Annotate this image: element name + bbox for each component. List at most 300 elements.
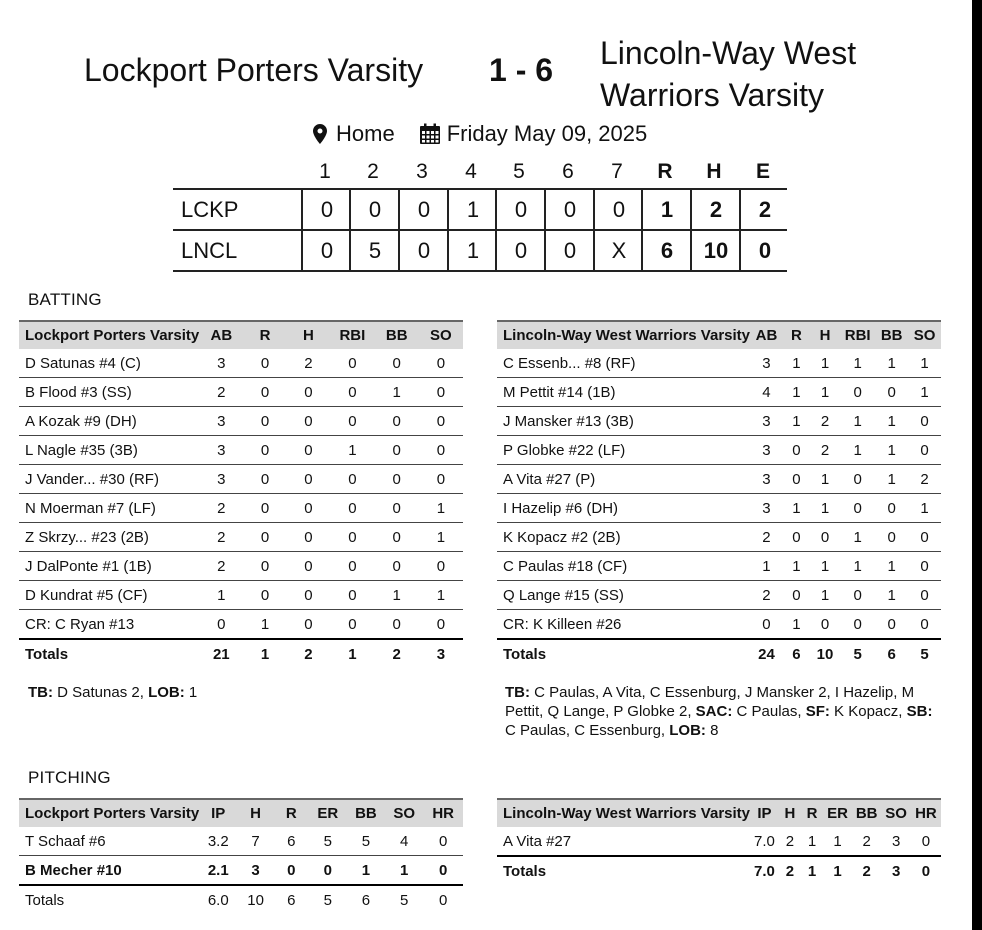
stat-value: 2.1 xyxy=(199,856,237,886)
map-pin-icon xyxy=(312,123,332,145)
player-row xyxy=(19,827,463,856)
stat-value: 1 xyxy=(840,552,875,581)
line-score-total: 2 xyxy=(739,190,789,229)
line-score xyxy=(173,160,787,263)
stat-value: 0 xyxy=(908,523,941,552)
stat-value: 6 xyxy=(287,832,296,850)
stat-column-header: IP xyxy=(750,799,779,827)
away-pitching-table xyxy=(497,798,941,885)
stat-value: 0 xyxy=(375,407,419,436)
stat-value: 0 xyxy=(243,581,286,610)
totals-value: 10 xyxy=(237,885,274,914)
line-score-col-header: H xyxy=(706,160,722,183)
totals-value: 2 xyxy=(779,856,801,885)
stat-value: 0 xyxy=(875,610,908,640)
stat-value: 0 xyxy=(287,378,330,407)
stat-value: 2 xyxy=(750,523,783,552)
stat-value: 0 xyxy=(438,832,448,850)
totals-value: 1 xyxy=(243,639,286,668)
pitching-section-title: PITCHING xyxy=(28,768,111,787)
stat-value: 2 xyxy=(862,832,871,850)
note-label: SAC: xyxy=(695,703,733,720)
line-score-row xyxy=(173,190,787,229)
stat-value: 1 xyxy=(807,832,817,850)
game-location: Home xyxy=(336,121,395,146)
line-score-total: 10 xyxy=(690,231,740,270)
stat-value: 3.2 xyxy=(207,832,229,850)
stat-column-header: IP xyxy=(199,799,237,827)
stat-value: 7 xyxy=(251,832,260,850)
note-text: C Paulas, C Essenburg, xyxy=(505,722,670,739)
line-score-total: 1 xyxy=(641,190,691,229)
home-team-name: Lockport Porters Varsity xyxy=(84,52,424,88)
totals-value: 24 xyxy=(750,639,783,668)
stat-value: 0 xyxy=(348,354,357,372)
line-score-total: 0 xyxy=(739,231,789,270)
stat-value: 0 xyxy=(423,856,463,886)
note-label: SF: xyxy=(805,703,830,720)
player-name: J Mansker #13 (3B) xyxy=(497,407,750,436)
stat-value: 0 xyxy=(287,407,330,436)
stat-value: 3 xyxy=(750,436,783,465)
home-batting-notes xyxy=(28,683,458,702)
table-team-header: Lincoln-Way West Warriors Varsity xyxy=(497,321,750,349)
stat-value: 1 xyxy=(833,832,842,850)
stat-column-header: HR xyxy=(911,799,941,827)
stat-value: 0 xyxy=(243,523,286,552)
stat-value: 1 xyxy=(875,436,908,465)
line-score-inning: 0 xyxy=(544,231,594,270)
stat-column-header: RBI xyxy=(330,321,374,349)
note-label: SB: xyxy=(906,703,933,720)
player-row xyxy=(19,378,463,407)
player-name: A Vita #27 xyxy=(503,832,572,850)
stat-value: 0 xyxy=(309,856,347,886)
stat-value: 0 xyxy=(908,436,941,465)
player-name: B Flood #3 (SS) xyxy=(19,378,199,407)
player-name: D Satunas #4 (C) xyxy=(25,354,141,372)
game-date: Friday May 09, 2025 xyxy=(446,121,648,146)
away-batting-notes xyxy=(505,683,935,740)
totals-value: 6 xyxy=(274,885,309,914)
stat-value: 1 xyxy=(419,523,463,552)
player-row xyxy=(19,494,463,523)
stat-value: 3 xyxy=(199,465,243,494)
stat-value: 0 xyxy=(330,552,374,581)
stat-column-header: BB xyxy=(375,321,419,349)
stat-value: 0 xyxy=(375,523,419,552)
stat-value: 1 xyxy=(840,407,875,436)
totals-value: 3 xyxy=(881,856,910,885)
player-name: I Hazelip #6 (DH) xyxy=(497,494,750,523)
line-score-header xyxy=(173,160,787,188)
line-score-col-header: 6 xyxy=(562,160,574,183)
line-score-total: 6 xyxy=(641,231,691,270)
player-row xyxy=(497,465,941,494)
table-team-header: Lockport Porters Varsity xyxy=(19,321,199,349)
stat-value: 1 xyxy=(840,436,875,465)
stat-value: 1 xyxy=(783,552,810,581)
line-score-col-header: E xyxy=(755,160,770,183)
note-text: D Satunas 2, xyxy=(53,684,149,701)
totals-value: 7.0 xyxy=(750,856,779,885)
player-name: L Nagle #35 (3B) xyxy=(19,436,199,465)
line-score-inning: 0 xyxy=(301,190,351,229)
stat-value: 2 xyxy=(810,436,840,465)
stat-value: 0 xyxy=(810,523,840,552)
player-name: A Vita #27 (P) xyxy=(497,465,750,494)
window-edge xyxy=(972,0,982,930)
player-row xyxy=(497,523,941,552)
line-score-grid xyxy=(173,188,787,272)
stat-value: 1 xyxy=(750,552,783,581)
stat-value: 1 xyxy=(385,856,423,886)
stat-value: 2 xyxy=(199,378,243,407)
totals-value: 5 xyxy=(309,885,347,914)
player-row xyxy=(497,378,941,407)
totals-row xyxy=(497,856,941,885)
stat-value: 3 xyxy=(891,832,901,850)
line-score-inning: 1 xyxy=(447,190,497,229)
line-score-col-header: 5 xyxy=(513,160,525,183)
line-score-inning: 0 xyxy=(301,231,351,270)
away-batting-table xyxy=(497,320,941,668)
stat-value: 0 xyxy=(840,378,875,407)
stat-value: 1 xyxy=(783,610,810,640)
stat-value: 1 xyxy=(820,354,830,372)
line-score-inning: 5 xyxy=(349,231,399,270)
home-batting-table xyxy=(19,320,463,668)
stat-value: 1 xyxy=(810,581,840,610)
player-name: CR: C Ryan #13 xyxy=(19,610,199,640)
player-row xyxy=(19,436,463,465)
away-team-name: Lincoln-Way West Warriors Varsity xyxy=(600,35,857,113)
stat-value: 3 xyxy=(750,494,783,523)
table-header-row xyxy=(19,799,463,827)
line-score-col-header: R xyxy=(657,160,673,183)
stat-value: 1 xyxy=(875,581,908,610)
player-row xyxy=(497,552,941,581)
player-name: Q Lange #15 (SS) xyxy=(497,581,750,610)
player-row xyxy=(497,436,941,465)
totals-value: 6 xyxy=(347,885,385,914)
totals-value: 1 xyxy=(801,856,823,885)
stat-value: 0 xyxy=(750,610,783,640)
stat-column-header: R xyxy=(243,321,286,349)
line-score-inning: X xyxy=(593,231,643,270)
stat-value: 0 xyxy=(419,436,463,465)
stat-value: 0 xyxy=(783,581,810,610)
stat-value: 1 xyxy=(810,465,840,494)
stat-column-header: H xyxy=(779,799,801,827)
line-score-row xyxy=(173,229,787,270)
stat-value: 1 xyxy=(243,610,286,640)
line-score-col-header: 4 xyxy=(465,160,477,183)
stat-value: 2 xyxy=(199,494,243,523)
stat-column-header: BB xyxy=(347,799,385,827)
player-row xyxy=(497,494,941,523)
stat-value: 1 xyxy=(419,581,463,610)
stat-value: 0 xyxy=(419,465,463,494)
stat-value: 0 xyxy=(810,610,840,640)
player-row xyxy=(19,523,463,552)
stat-value: 3 xyxy=(762,354,771,372)
line-score-col-header: 1 xyxy=(319,160,331,183)
stat-column-header: SO xyxy=(385,799,423,827)
stat-value: 1 xyxy=(875,407,908,436)
player-row xyxy=(19,407,463,436)
stat-value: 3 xyxy=(199,436,243,465)
stat-value: 0 xyxy=(921,832,931,850)
stat-column-header: AB xyxy=(199,321,243,349)
player-name: CR: K Killeen #26 xyxy=(497,610,750,640)
stat-value: 1 xyxy=(375,378,419,407)
stat-value: 1 xyxy=(783,378,810,407)
stat-value: 0 xyxy=(783,523,810,552)
stat-value: 0 xyxy=(287,581,330,610)
final-score: 1 - 6 xyxy=(489,52,554,88)
totals-value: 0 xyxy=(423,885,463,914)
player-row xyxy=(19,581,463,610)
table-header-row xyxy=(497,799,941,827)
stat-value: 1 xyxy=(792,354,801,372)
stat-value: 1 xyxy=(875,465,908,494)
stat-value: 0 xyxy=(375,610,419,640)
stat-value: 0 xyxy=(287,436,330,465)
totals-value: 2 xyxy=(375,639,419,668)
note-label: TB: xyxy=(505,684,530,701)
totals-value: 3 xyxy=(419,639,463,668)
note-text: K Kopacz, xyxy=(829,703,907,720)
stat-value: 0 xyxy=(840,581,875,610)
totals-value: 6.0 xyxy=(199,885,237,914)
stat-column-header: ER xyxy=(309,799,347,827)
batting-section-title: BATTING xyxy=(28,290,102,309)
stat-value: 0 xyxy=(840,494,875,523)
stat-column-header: H xyxy=(237,799,274,827)
calendar-icon xyxy=(419,123,443,145)
player-name: N Moerman #7 (LF) xyxy=(19,494,199,523)
note-label: LOB: xyxy=(669,722,706,739)
stat-value: 1 xyxy=(783,407,810,436)
note-text: C Paulas, A Vita, C Essenburg, J Mansker 2, I Hazelip, M Pettit, Q Lange, P Globke 2, xyxy=(505,684,915,720)
line-score-col-header: 3 xyxy=(416,160,428,183)
stat-value: 0 xyxy=(330,378,374,407)
stat-value: 0 xyxy=(199,610,243,640)
stat-column-header: H xyxy=(810,321,840,349)
totals-row xyxy=(497,639,941,668)
player-name: C Paulas #18 (CF) xyxy=(497,552,750,581)
line-score-total: 2 xyxy=(690,190,740,229)
line-score-inning: 0 xyxy=(495,190,545,229)
stat-value: 0 xyxy=(260,354,270,372)
player-row xyxy=(497,349,941,378)
stat-value: 1 xyxy=(908,378,941,407)
stat-value: 0 xyxy=(330,494,374,523)
stat-column-header: SO xyxy=(419,321,463,349)
line-score-team: LCKP xyxy=(181,197,239,222)
totals-label: Totals xyxy=(497,856,750,885)
stat-value: 0 xyxy=(243,378,286,407)
stat-value: 0 xyxy=(875,494,908,523)
stat-value: 0 xyxy=(243,465,286,494)
player-name: B Mecher #10 xyxy=(19,856,199,886)
stat-value: 0 xyxy=(419,378,463,407)
stat-value: 3 xyxy=(750,407,783,436)
stat-value: 0 xyxy=(287,523,330,552)
stat-value: 1 xyxy=(840,523,875,552)
stat-value: 0 xyxy=(330,610,374,640)
line-score-inning: 0 xyxy=(398,190,448,229)
stat-value: 4 xyxy=(750,378,783,407)
totals-value: 5 xyxy=(385,885,423,914)
stat-column-header: AB xyxy=(750,321,783,349)
totals-value: 5 xyxy=(840,639,875,668)
player-name: D Kundrat #5 (CF) xyxy=(19,581,199,610)
stat-value: 4 xyxy=(400,832,409,850)
game-meta xyxy=(312,121,647,147)
stat-column-header: HR xyxy=(423,799,463,827)
stat-value: 0 xyxy=(375,436,419,465)
stat-value: 0 xyxy=(840,465,875,494)
player-row xyxy=(19,465,463,494)
player-row xyxy=(19,349,463,378)
totals-row xyxy=(19,639,463,668)
stat-value: 0 xyxy=(243,436,286,465)
stat-value: 5 xyxy=(361,832,371,850)
totals-value: 0 xyxy=(911,856,941,885)
stat-value: 0 xyxy=(375,494,419,523)
line-score-team: LNCL xyxy=(181,238,238,263)
stat-value: 2 xyxy=(304,354,313,372)
stat-column-header: RBI xyxy=(840,321,875,349)
stat-value: 0 xyxy=(419,610,463,640)
table-header-row xyxy=(19,321,463,349)
stat-value: 3 xyxy=(750,465,783,494)
stat-value: 2 xyxy=(750,581,783,610)
player-name: Z Skrzy... #23 (2B) xyxy=(19,523,199,552)
table-header-row xyxy=(497,321,941,349)
player-row xyxy=(19,610,463,640)
stat-value: 2 xyxy=(908,465,941,494)
totals-value: 10 xyxy=(810,639,840,668)
stat-value: 0 xyxy=(243,407,286,436)
player-name: K Kopacz #2 (2B) xyxy=(497,523,750,552)
stat-value: 0 xyxy=(330,465,374,494)
stat-value: 1 xyxy=(347,856,385,886)
note-text: C Paulas, xyxy=(732,703,806,720)
stat-value: 0 xyxy=(908,552,941,581)
line-score-inning: 0 xyxy=(544,190,594,229)
player-name: A Kozak #9 (DH) xyxy=(19,407,199,436)
line-score-inning: 1 xyxy=(447,231,497,270)
stat-value: 0 xyxy=(392,354,401,372)
player-name: P Globke #22 (LF) xyxy=(497,436,750,465)
totals-label: Totals xyxy=(19,885,199,914)
stat-value: 2 xyxy=(199,523,243,552)
line-score-inning: 0 xyxy=(349,190,399,229)
player-row xyxy=(497,610,941,640)
table-team-header: Lincoln-Way West Warriors Varsity xyxy=(497,799,750,827)
stat-value: 2 xyxy=(810,407,840,436)
line-score-col-header: 7 xyxy=(611,160,623,183)
stat-value: 1 xyxy=(199,581,243,610)
stat-value: 0 xyxy=(287,610,330,640)
player-name: J DalPonte #1 (1B) xyxy=(19,552,199,581)
totals-value: 5 xyxy=(908,639,941,668)
stat-value: 0 xyxy=(908,407,941,436)
table-team-header: Lockport Porters Varsity xyxy=(19,799,199,827)
stat-value: 1 xyxy=(875,552,908,581)
stat-column-header: ER xyxy=(823,799,852,827)
stat-value: 0 xyxy=(330,523,374,552)
stat-value: 0 xyxy=(330,407,374,436)
stat-value: 0 xyxy=(783,465,810,494)
stat-value: 5 xyxy=(323,832,332,850)
player-row xyxy=(497,827,941,856)
totals-value: 2 xyxy=(852,856,881,885)
stat-value: 1 xyxy=(853,354,862,372)
stat-column-header: BB xyxy=(852,799,881,827)
stat-value: 1 xyxy=(810,552,840,581)
note-label: LOB: xyxy=(148,684,185,701)
stat-column-header: SO xyxy=(908,321,941,349)
totals-value: 21 xyxy=(199,639,243,668)
player-name: C Essenb... #8 (RF) xyxy=(503,354,636,372)
stat-value: 0 xyxy=(243,494,286,523)
stat-value: 0 xyxy=(375,465,419,494)
stat-value: 0 xyxy=(330,581,374,610)
totals-row xyxy=(19,885,463,914)
stat-value: 1 xyxy=(810,494,840,523)
line-score-inning: 0 xyxy=(593,190,643,229)
player-name: M Pettit #14 (1B) xyxy=(497,378,750,407)
stat-value: 1 xyxy=(419,494,463,523)
stat-value: 3 xyxy=(199,407,243,436)
stat-value: 0 xyxy=(274,856,309,886)
stat-column-header: R xyxy=(783,321,810,349)
stat-value: 0 xyxy=(419,552,463,581)
totals-value: 1 xyxy=(823,856,852,885)
player-row xyxy=(497,581,941,610)
stat-value: 0 xyxy=(783,436,810,465)
note-label: TB: xyxy=(28,684,53,701)
stat-value: 7.0 xyxy=(754,832,775,850)
stat-value: 0 xyxy=(908,610,941,640)
stat-value: 3 xyxy=(237,856,274,886)
line-score-inning: 0 xyxy=(495,231,545,270)
stat-value: 0 xyxy=(840,610,875,640)
stat-column-header: SO xyxy=(881,799,910,827)
stat-value: 1 xyxy=(810,378,840,407)
stat-value: 0 xyxy=(875,378,908,407)
totals-label: Totals xyxy=(497,639,750,668)
stat-value: 0 xyxy=(375,552,419,581)
totals-value: 2 xyxy=(287,639,330,668)
stat-value: 0 xyxy=(419,407,463,436)
stat-value: 0 xyxy=(287,552,330,581)
note-text: 1 xyxy=(184,684,198,701)
stat-value: 0 xyxy=(287,494,330,523)
line-score-col-header: 2 xyxy=(367,160,379,183)
stat-value: 1 xyxy=(920,354,929,372)
player-row xyxy=(497,407,941,436)
home-pitching-table xyxy=(19,798,463,914)
stat-value: 1 xyxy=(783,494,810,523)
stat-value: 1 xyxy=(375,581,419,610)
stat-column-header: H xyxy=(287,321,330,349)
stat-value: 0 xyxy=(908,581,941,610)
